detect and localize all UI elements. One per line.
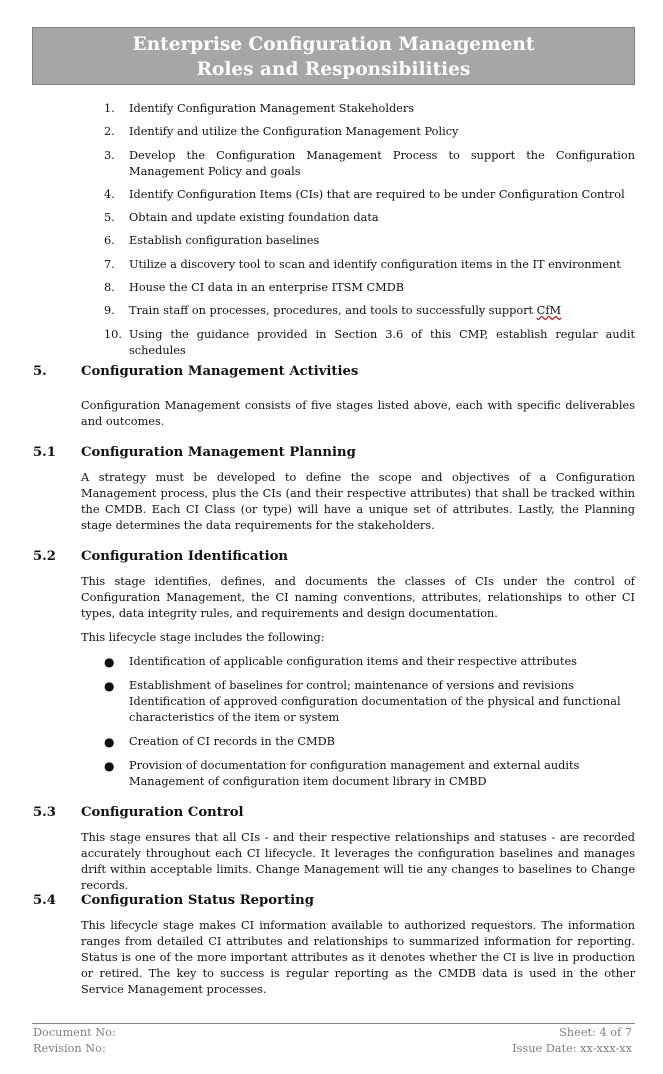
- list-item: ● Provision of documentation for configuration management and external audits Management of configuration item document library in CMBD: [104, 759, 580, 788]
- numbered-list: [104, 101, 635, 366]
- section-5-1-text: A strategy must be developed to define the scope and objectives of a Configuration Management process, plus the CIs (and their respective attributes) that shall be tracked within the CMDB. Each CI Class (or type) will have a unique set of attributes. Lastly, the Planning stage determines the data requirements for the stakeholders.: [81, 471, 635, 532]
- list-item: ● Creation of CI records in the CMDB: [104, 735, 335, 749]
- section-5-2-text: This stage identifies, defines, and documents the classes of CIs under the control of Configuration Management, the CI naming conventions, attributes, relationships to other CI types, data integrity rules, and requirements and design documentation.: [81, 575, 635, 620]
- document-header: [32, 27, 635, 85]
- list-item: 2. Identify and utilize the Configuration Management Policy: [104, 125, 459, 139]
- list-item: 7. Utilize a discovery tool to scan and identify configuration items in the IT environment: [104, 257, 621, 271]
- spellcheck-word: CfM: [536, 304, 562, 318]
- section-heading-5-4: 5.4 Configuration Status Reporting: [33, 893, 314, 908]
- footer-divider: [32, 1023, 635, 1024]
- bullet-icon: ●: [104, 735, 115, 749]
- list-item: 6. Establish configuration baselines: [104, 234, 320, 248]
- section-5-4-text: This lifecycle stage makes CI information available to authorized requestors. The information ranges from detailed CI attributes and relationships to summarized information for reporting. Status is one of the more important attributes as it denotes whether the CI is live in production or retired. The key to success is regular reporting as the CMDB data is used in the other Service Management processes.: [81, 919, 635, 996]
- section-5-2-intro: This lifecycle stage includes the following:: [81, 631, 325, 644]
- list-item: 1. Identify Configuration Management Stakeholders: [104, 102, 415, 115]
- bullet-icon: ●: [104, 759, 115, 773]
- section-heading-5-2: 5.2 Configuration Identification: [33, 549, 288, 564]
- list-item: 8. House the CI data in an enterprise ITSM CMDB: [104, 281, 405, 295]
- bullet-list: [104, 654, 635, 798]
- list-item: 3. Develop the Configuration Management Process to support the Configuration Management Policy and goals: [104, 148, 635, 178]
- sheet-number: Sheet: 4 of 7: [559, 1026, 632, 1039]
- list-item: 4. Identify Configuration Items (CIs) that are required to be under Configuration Control: [104, 187, 625, 201]
- list-item: ● Establishment of baselines for control; maintenance of versions and revisions Identification of approved configuration documentation of the physical and functional characteristics of the item or system: [104, 679, 621, 724]
- issue-date: Issue Date: xx-xxx-xx: [512, 1042, 632, 1055]
- list-item: 9. Train staff on processes, procedures, and tools to successfully support CfM: [104, 304, 562, 318]
- header-subtitle: Roles and Responsibilities: [196, 59, 471, 80]
- header-title: Enterprise Configuration Management: [132, 34, 535, 55]
- section-heading-5: 5. Configuration Management Activities: [33, 364, 359, 379]
- section-heading-5-3: 5.3 Configuration Control: [33, 805, 244, 820]
- section-heading-5-1: 5.1 Configuration Management Planning: [33, 445, 356, 460]
- document-number-label: Document No:: [33, 1026, 116, 1039]
- list-item: 10. Using the guidance provided in Section 3.6 of this CMP, establish regular audit schedules: [104, 327, 635, 357]
- section-5-text: Configuration Management consists of five stages listed above, each with specific deliverables and outcomes.: [81, 399, 635, 428]
- bullet-icon: ●: [104, 679, 115, 693]
- section-5-3-text: This stage ensures that all CIs - and their respective relationships and statuses - are recorded accurately throughout each CI lifecycle. It leverages the configuration baselines and manages drift within acceptable limits. Change Management will tie any changes to baselines to Change records.: [81, 831, 635, 892]
- list-item: ● Identification of applicable configuration items and their respective attributes: [104, 655, 577, 669]
- bullet-icon: ●: [104, 655, 115, 669]
- revision-number-label: Revision No:: [33, 1042, 106, 1055]
- list-item: 5. Obtain and update existing foundation data: [104, 211, 379, 225]
